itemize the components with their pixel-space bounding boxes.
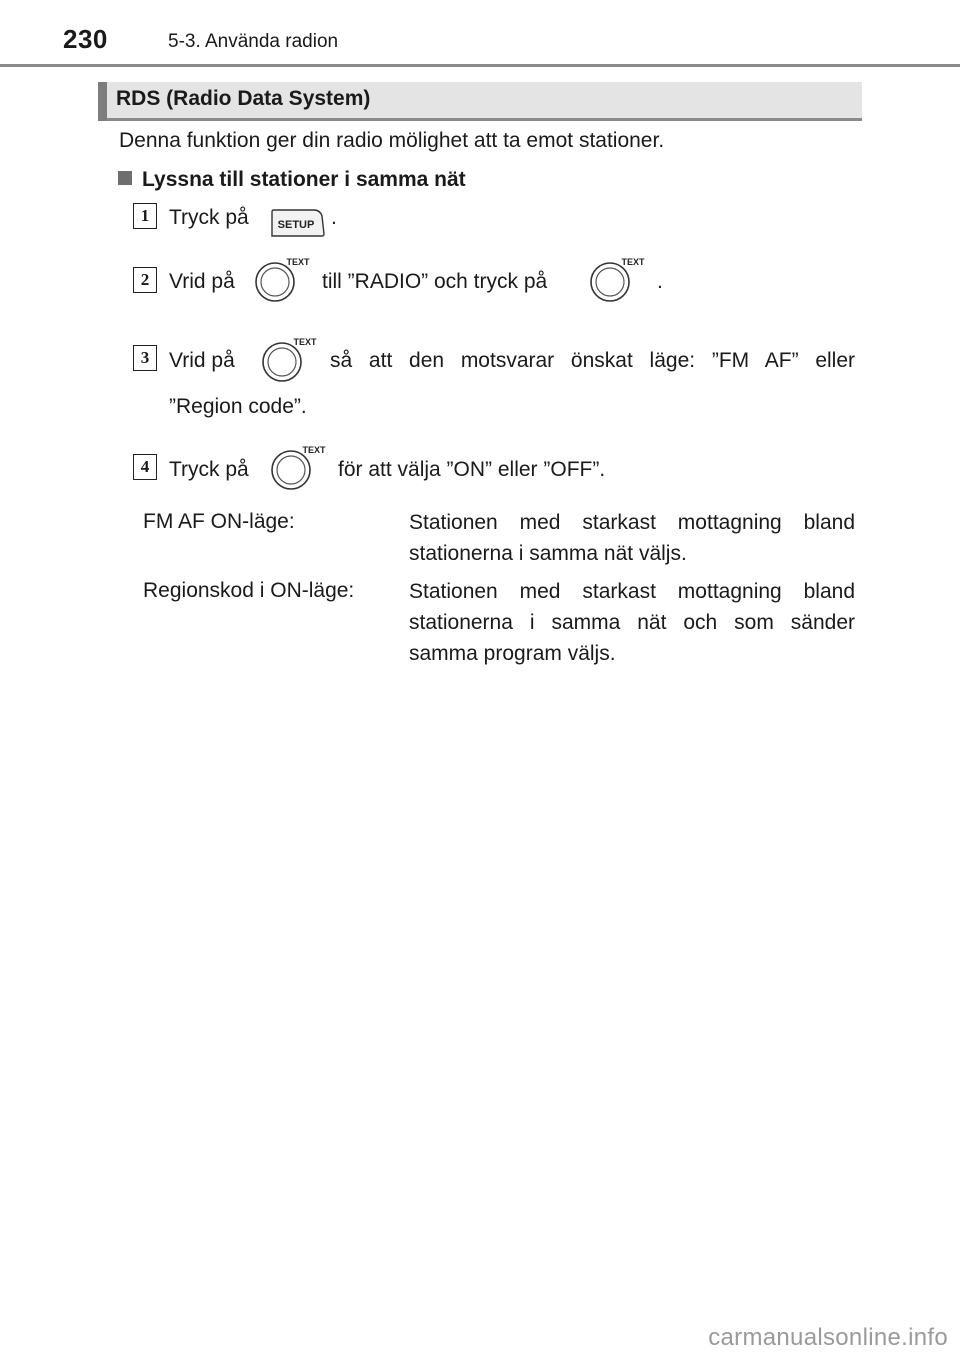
definition-line: Stationen med starkast mottagning bland xyxy=(409,580,855,603)
knob-label: TEXT xyxy=(302,445,326,455)
definition-line: stationerna i samma nät väljs. xyxy=(409,542,687,565)
step-4-text-before: Tryck på xyxy=(169,458,249,481)
setup-button-icon xyxy=(268,208,326,238)
step-number-2: 2 xyxy=(133,267,157,293)
step-number-3: 3 xyxy=(133,345,157,371)
step-1-text-after: . xyxy=(331,206,337,229)
definition-desc-region xyxy=(409,576,855,669)
subheading-text: Lyssna till stationer i samma nät xyxy=(142,168,466,191)
page-number: 230 xyxy=(63,24,108,54)
setup-button-label: SETUP xyxy=(277,219,315,231)
definition-term-fm-af: FM AF ON-läge: xyxy=(143,510,295,533)
subheading xyxy=(118,168,466,192)
section-title: RDS (Radio Data System) xyxy=(116,87,371,110)
header-divider xyxy=(0,64,960,67)
text-knob-icon xyxy=(252,255,314,305)
watermark: carmanualsonline.info xyxy=(708,1324,948,1351)
text-knob-icon xyxy=(259,335,321,385)
step-1-text-before: Tryck på xyxy=(169,206,249,229)
page-header xyxy=(0,0,960,70)
step-3-text-line2: ”Region code”. xyxy=(169,395,307,418)
step-2-text-before: Vrid på xyxy=(169,270,235,293)
definition-term-region: Regionskod i ON-läge: xyxy=(143,579,355,602)
section-heading-bar xyxy=(98,82,862,121)
knob-label: TEXT xyxy=(621,257,645,267)
text-knob-icon xyxy=(587,255,649,305)
definition-line: stationerna i samma nät och som sänder xyxy=(409,611,855,634)
step-3-text-line1: så att den motsvarar önskat läge: ”FM AF” eller xyxy=(330,349,855,372)
section-accent xyxy=(98,82,107,121)
definition-line: Stationen med starkast mottagning bland xyxy=(409,511,855,534)
knob-label: TEXT xyxy=(286,257,310,267)
intro-paragraph: Denna funktion ger din radio mölighet att ta emot stationer. xyxy=(119,129,665,152)
step-2-text-after: . xyxy=(657,270,663,293)
step-number-1: 1 xyxy=(133,203,157,229)
definition-desc-fm-af xyxy=(409,507,855,569)
step-4-text-after: för att välja ”ON” eller ”OFF”. xyxy=(338,458,606,481)
step-number-4: 4 xyxy=(133,454,157,480)
bullet-square-icon xyxy=(118,171,132,185)
step-3-text-before: Vrid på xyxy=(169,349,235,372)
definition-line: samma program väljs. xyxy=(409,642,616,665)
step-2-text-middle: till ”RADIO” och tryck på xyxy=(322,270,548,293)
chapter-title: 5-3. Använda radion xyxy=(168,31,339,52)
text-knob-icon xyxy=(268,443,330,493)
knob-label: TEXT xyxy=(293,337,317,347)
